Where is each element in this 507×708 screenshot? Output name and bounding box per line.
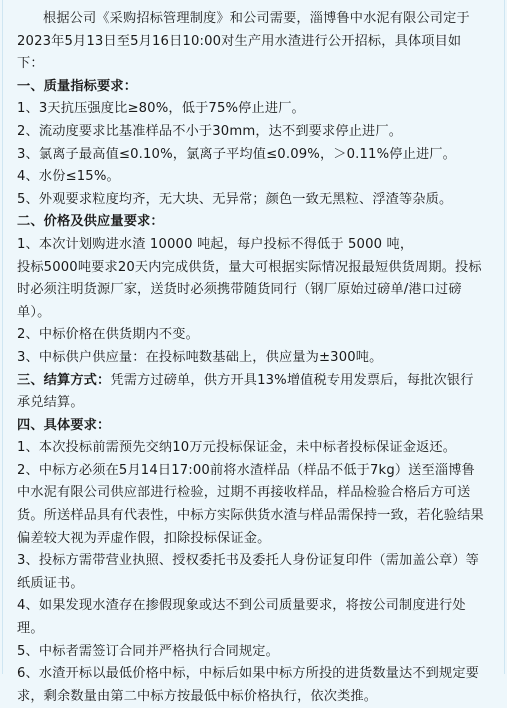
section-1-item: 1、3天抗压强度比≥80%，低于75%停止进厂。: [17, 101, 305, 117]
section-1-item: 4、水份≤15%。: [17, 169, 120, 185]
section-2-heading: 二、价格及供应量要求：: [17, 214, 164, 230]
section-1-item: 2、流动度要求比基准样品不小于30mm，达不到要求停止进厂。: [17, 123, 403, 139]
section-4-item: 纸质证书。: [17, 575, 84, 591]
intro-line-3: 下：: [17, 56, 44, 72]
section-4-heading: 四、具体要求：: [17, 417, 111, 433]
section-3-line-2: 承兑结算。: [17, 395, 84, 411]
section-4-item: 2、中标方必须在5月14日17:00前将水渣样品（样品不低于7kg）送至淄博鲁: [17, 462, 475, 478]
section-4-item: 理。: [17, 621, 44, 637]
section-2-item: 2、中标价格在供货期内不变。: [17, 327, 199, 343]
section-4-item: 1、本次投标前需预先交纳10万元投标保证金，未中标者投标保证金返还。: [17, 440, 457, 456]
section-4-item: 偏差较大视为弄虚作假，扣除投标保证金。: [17, 530, 271, 546]
section-2-item: 时必须注明货源厂家，送货时必须携带随货同行（钢厂原始过磅单/港口过磅: [17, 282, 462, 298]
section-4-item: 中水泥有限公司供应部进行检验，过期不再接收样品，样品检验合格后方可送: [17, 485, 471, 501]
section-3-line-1: [17, 370, 497, 393]
section-1-heading: 一、质量指标要求：: [17, 78, 138, 94]
section-1-item: 3、氯离子最高值≤0.10%，氯离子平均值≤0.09%，＞0.11%停止进厂。: [17, 146, 456, 162]
section-4-item: 6、水渣开标以最低价格中标，中标后如果中标方所投的进货数量达不到规定要: [17, 666, 480, 682]
section-1-item: 5、外观要求粒度均齐，无大块、无异常；颜色一致无黑粒、浮渣等杂质。: [17, 191, 453, 207]
section-2-item: 单）。: [17, 304, 51, 320]
section-2-item: 1、本次计划购进水渣 10000 吨起，每户投标不得低于 5000 吨，: [17, 236, 414, 252]
section-3-heading: 三、结算方式：: [17, 372, 111, 388]
section-4-item: 求，剩余数量由第二中标方按最低中标价格执行，依次类推。: [17, 688, 378, 704]
section-4-item: 货。所送样品具有代表性，中标方实际供货水渣与样品需保持一致，若化验结果: [17, 508, 484, 524]
section-4-item: 3、投标方需带营业执照、授权委托书及委托人身份证复印件（需加盖公章）等: [17, 553, 480, 569]
article-frame: [2, 0, 505, 704]
intro-line-2: 2023年5月13日至5月16日10:00对生产用水渣进行公开招标，具体项目如: [17, 33, 462, 49]
section-2-item: 3、中标供户供应量：在投标吨数基础上，供应量为±300吨。: [17, 349, 383, 365]
intro-line-1: 根据公司《采购招标管理制度》和公司需要，淄博鲁中水泥有限公司定于: [43, 11, 470, 26]
section-4-item: 5、中标者需签订合同并严格执行合同规定。: [17, 643, 279, 659]
section-4-item: 4、如果发现水渣存在掺假现象或达不到公司质量要求，将按公司制度进行处: [17, 598, 466, 614]
section-3-text: 凭需方过磅单，供方开具13%增值税专用发票后，每批次银行: [110, 372, 474, 388]
notice-body: [17, 8, 497, 708]
section-2-item: 投标5000吨要求20天内完成供货，量大可根据实际情况报最短供货周期。投标: [17, 259, 482, 275]
